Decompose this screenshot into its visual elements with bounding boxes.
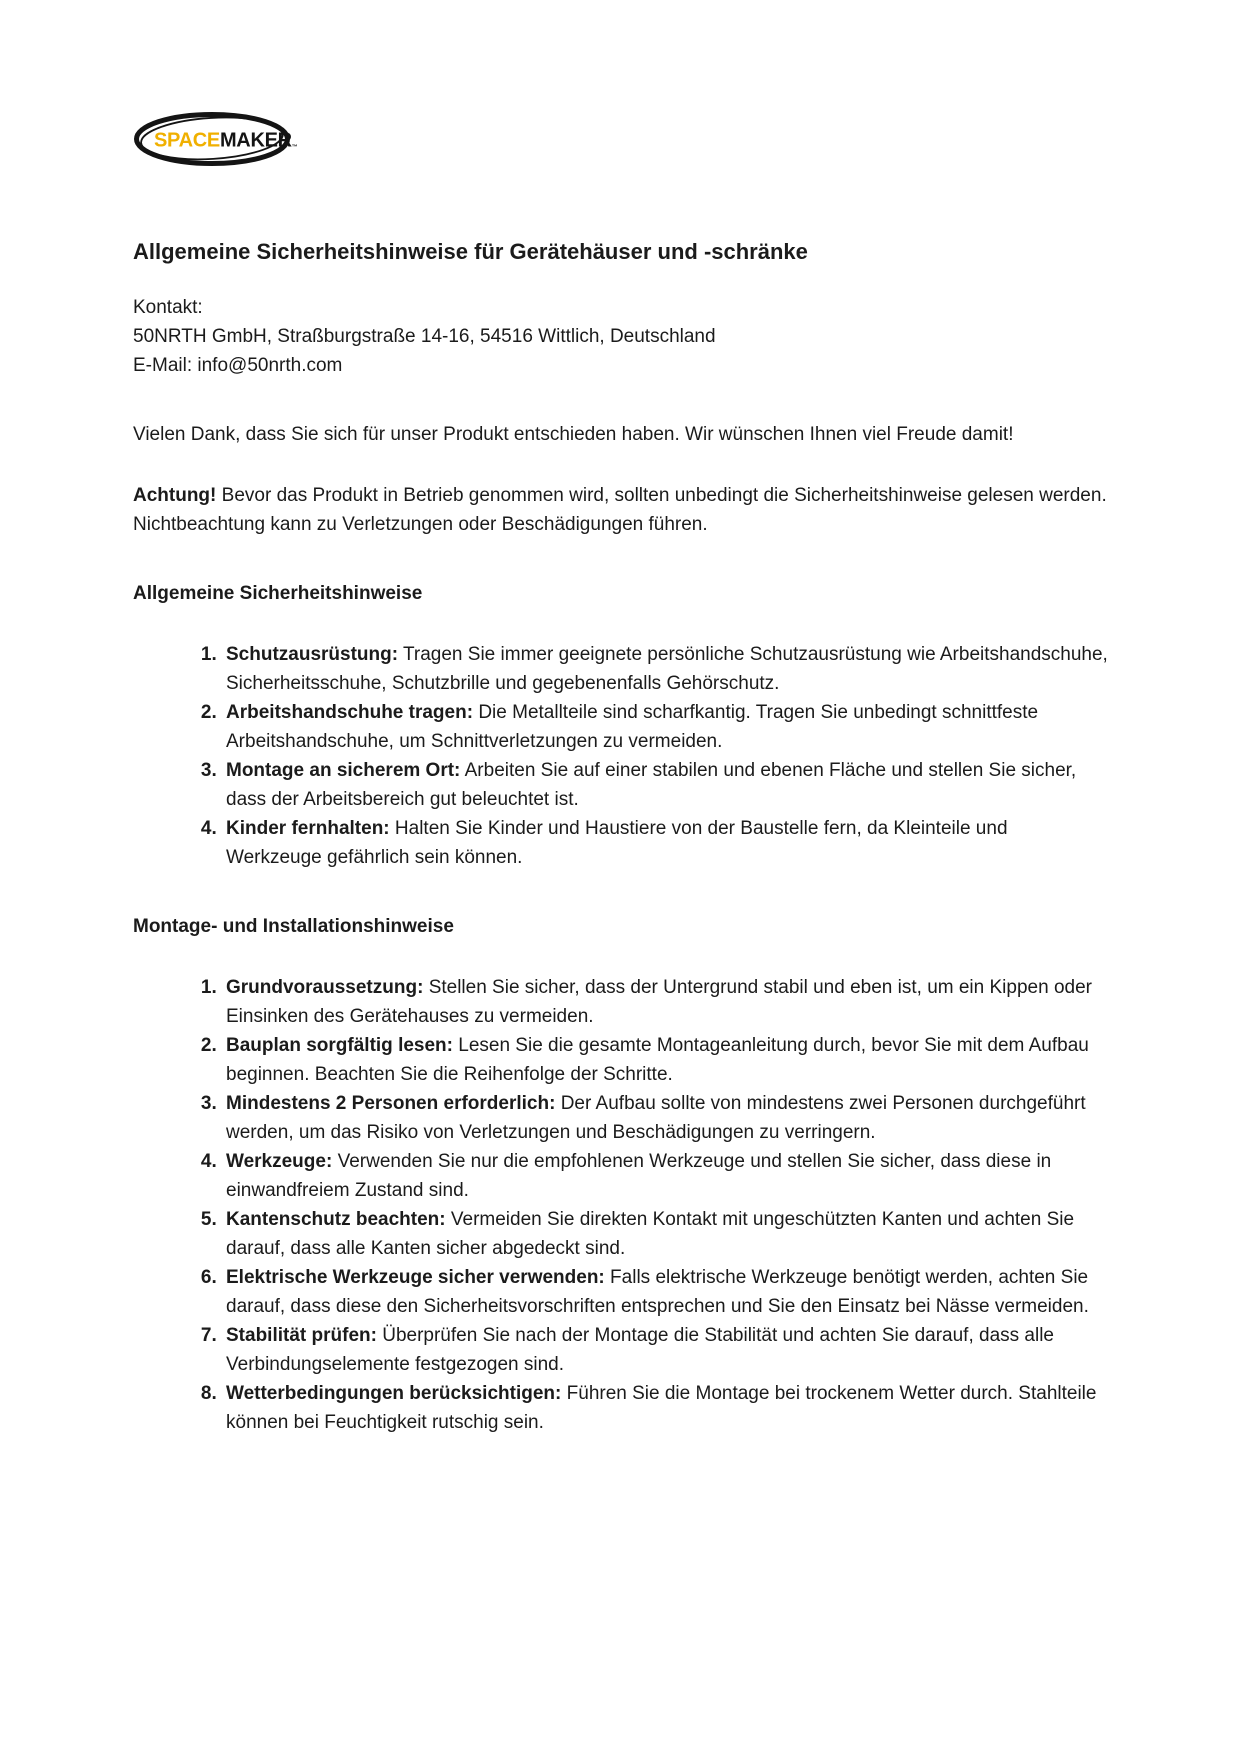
contact-block [133,293,1108,380]
spacemaker-logo [133,112,298,166]
list-item-lead: Wetterbedingungen berücksichtigen: [226,1383,562,1404]
list-item [222,1379,1108,1437]
list-item-lead: Kantenschutz beachten: [226,1209,446,1230]
list-item [222,1263,1108,1321]
list-item-lead: Mindestens 2 Personen erforderlich: [226,1093,556,1114]
contact-address: 50NRTH GmbH, Straßburgstraße 14-16, 54516 Wittlich, Deutschland [133,326,716,347]
list-item-text: Tragen Sie immer geeignete persönliche Schutzausrüstung wie Arbeitshandschuhe, Sicherheitsschuhe, Schutzbrille und gegebenenfalls Gehörschutz. [226,644,1108,694]
document-page [133,112,1108,1437]
list-item [222,1321,1108,1379]
intro-paragraph: Vielen Dank, dass Sie sich für unser Produkt entschieden haben. Wir wünschen Ihnen viel Freude damit! [133,424,1014,445]
list-item [222,698,1108,756]
list-item [222,640,1108,698]
list-item [222,1205,1108,1263]
list-item-text: Lesen Sie die gesamte Montageanleitung durch, bevor Sie mit dem Aufbau beginnen. Beachten Sie die Reihenfolge der Schritte. [226,1035,1089,1085]
list-item [222,1147,1108,1205]
section-heading-assembly: Montage- und Installationshinweise [133,916,454,937]
list-item-text: Stellen Sie sicher, dass der Untergrund stabil und eben ist, um ein Kippen oder Einsinken des Gerätehauses zu vermeiden. [226,977,1092,1027]
list-item-lead: Montage an sicherem Ort: [226,760,461,781]
list-item [222,756,1108,814]
section-heading-general-safety: Allgemeine Sicherheitshinweise [133,583,423,604]
list-item-lead: Werkzeuge: [226,1151,333,1172]
list-item-text: Verwenden Sie nur die empfohlenen Werkzeuge und stellen Sie sicher, dass diese in einwandfreiem Zustand sind. [226,1151,1052,1201]
general-safety-list [133,640,1108,872]
list-item-lead: Kinder fernhalten: [226,818,390,839]
list-item-lead: Elektrische Werkzeuge sicher verwenden: [226,1267,605,1288]
assembly-instructions-list [133,973,1108,1437]
list-item-text: Arbeiten Sie auf einer stabilen und ebenen Fläche und stellen Sie sicher, dass der Arbeitsbereich gut beleuchtet ist. [226,760,1077,810]
list-item-text: Die Metallteile sind scharfkantig. Tragen Sie unbedingt schnittfeste Arbeitshandschuhe, um Schnittverletzungen zu vermeiden. [226,702,1039,752]
list-item-text: Halten Sie Kinder und Haustiere von der Baustelle fern, da Kleinteile und Werkzeuge gefährlich sein können. [226,818,1008,868]
contact-label: Kontakt: [133,297,203,318]
list-item [222,1031,1108,1089]
list-item-lead: Bauplan sorgfältig lesen: [226,1035,453,1056]
list-item-lead: Grundvoraussetzung: [226,977,424,998]
list-item-text: Überprüfen Sie nach der Montage die Stabilität und achten Sie darauf, dass alle Verbindungselemente festgezogen sind. [226,1325,1054,1375]
list-item-text: Führen Sie die Montage bei trockenem Wetter durch. Stahlteile können bei Feuchtigkeit rutschig sein. [226,1383,1097,1433]
list-item-lead: Arbeitshandschuhe tragen: [226,702,474,723]
list-item-text: Falls elektrische Werkzeuge benötigt werden, achten Sie darauf, dass diese den Sicherheitsvorschriften entsprechen und Sie den Einsatz bei Nässe vermeiden. [226,1267,1089,1317]
list-item [222,973,1108,1031]
list-item [222,1089,1108,1147]
warning-paragraph [133,481,1108,539]
page-title: Allgemeine Sicherheitshinweise für Gerätehäuser und -schränke [133,239,808,264]
warning-text: Bevor das Produkt in Betrieb genommen wird, sollten unbedingt die Sicherheitshinweise gelesen werden. Nichtbeachtung kann zu Verletzungen oder Beschädigungen führen. [133,485,1107,535]
list-item-text: Der Aufbau sollte von mindestens zwei Personen durchgeführt werden, um das Risiko von Verletzungen und Beschädigungen zu verringern. [226,1093,1086,1143]
list-item-lead: Stabilität prüfen: [226,1325,377,1346]
list-item-lead: Schutzausrüstung: [226,644,399,665]
list-item-text: Vermeiden Sie direkten Kontakt mit ungeschützten Kanten und achten Sie darauf, dass alle Kanten sicher abgedeckt sind. [226,1209,1075,1259]
list-item [222,814,1108,872]
contact-email: E-Mail: info@50nrth.com [133,355,343,376]
logo-wordmark: SPACEMAKER™ [154,129,298,152]
warning-lead: Achtung! [133,485,217,506]
